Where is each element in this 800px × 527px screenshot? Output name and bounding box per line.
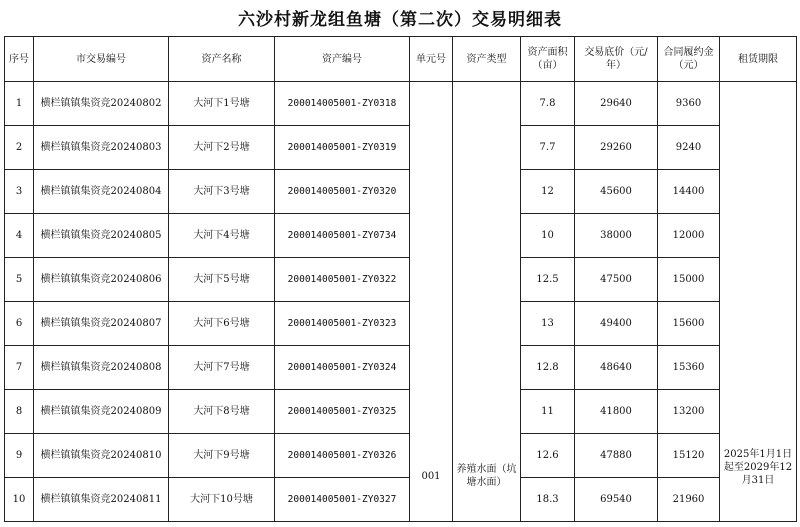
cell-asset-code: 200014005001-ZY0326	[275, 434, 410, 478]
cell-trade-no: 横栏镇镇集资竞20240802	[34, 82, 169, 126]
cell-area: 7.7	[521, 126, 575, 170]
table-row	[5, 390, 797, 434]
cell-contract-price: 12000	[658, 214, 720, 258]
cell-seq: 4	[5, 214, 34, 258]
cell-trade-no: 横栏镇镇集资竞20240809	[34, 390, 169, 434]
table-row	[5, 214, 797, 258]
cell-seq: 1	[5, 82, 34, 126]
cell-base-price: 29260	[575, 126, 658, 170]
cell-asset-name: 大河下8号塘	[169, 390, 275, 434]
cell-area: 7.8	[521, 82, 575, 126]
cell-trade-no: 横栏镇镇集资竞20240811	[34, 478, 169, 522]
cell-seq: 6	[5, 302, 34, 346]
table-row	[5, 346, 797, 390]
table-row	[5, 434, 797, 478]
cell-contract-price: 13200	[658, 390, 720, 434]
table-row	[5, 126, 797, 170]
cell-area: 13	[521, 302, 575, 346]
header-area: 资产面积（亩）	[521, 37, 575, 82]
cell-asset-code: 200014005001-ZY0324	[275, 346, 410, 390]
header-base-price: 交易底价（元/年）	[575, 37, 658, 82]
table-row	[5, 82, 797, 126]
cell-base-price: 47880	[575, 434, 658, 478]
cell-area: 12	[521, 170, 575, 214]
cell-asset-name: 大河下10号塘	[169, 478, 275, 522]
header-unit-no: 单元号	[410, 37, 453, 82]
cell-seq: 9	[5, 434, 34, 478]
cell-asset-code: 200014005001-ZY0323	[275, 302, 410, 346]
cell-base-price: 45600	[575, 170, 658, 214]
header-asset-code: 资产编号	[275, 37, 410, 82]
cell-seq: 3	[5, 170, 34, 214]
cell-asset-name: 大河下9号塘	[169, 434, 275, 478]
cell-contract-price: 15600	[658, 302, 720, 346]
cell-unit-no: 001	[410, 82, 453, 522]
document-title: 六沙村新龙组鱼塘（第二次）交易明细表	[238, 10, 562, 30]
header-row	[5, 37, 797, 82]
header-contract-price: 合同履约金（元）	[658, 37, 720, 82]
cell-asset-code: 200014005001-ZY0319	[275, 126, 410, 170]
header-lease-term: 租赁期限	[720, 37, 797, 82]
cell-asset-code: 200014005001-ZY0734	[275, 214, 410, 258]
header-asset-name: 资产名称	[169, 37, 275, 82]
cell-trade-no: 横栏镇镇集资竞20240808	[34, 346, 169, 390]
cell-contract-price: 15120	[658, 434, 720, 478]
table-row	[5, 302, 797, 346]
cell-area: 18.3	[521, 478, 575, 522]
cell-base-price: 48640	[575, 346, 658, 390]
cell-asset-name: 大河下5号塘	[169, 258, 275, 302]
cell-base-price: 49400	[575, 302, 658, 346]
header-seq: 序号	[5, 37, 34, 82]
cell-contract-price: 21960	[658, 478, 720, 522]
cell-area: 12.6	[521, 434, 575, 478]
cell-contract-price: 14400	[658, 170, 720, 214]
cell-asset-code: 200014005001-ZY0320	[275, 170, 410, 214]
cell-trade-no: 横栏镇镇集资竞20240805	[34, 214, 169, 258]
cell-asset-type: 养殖水面（坑塘水面）	[453, 82, 521, 522]
table-row	[5, 478, 797, 522]
cell-asset-code: 200014005001-ZY0327	[275, 478, 410, 522]
header-asset-type: 资产类型	[453, 37, 521, 82]
cell-seq: 10	[5, 478, 34, 522]
cell-contract-price: 9360	[658, 82, 720, 126]
cell-asset-name: 大河下4号塘	[169, 214, 275, 258]
cell-base-price: 41800	[575, 390, 658, 434]
cell-asset-name: 大河下1号塘	[169, 82, 275, 126]
cell-seq: 8	[5, 390, 34, 434]
cell-area: 12.5	[521, 258, 575, 302]
cell-contract-price: 15360	[658, 346, 720, 390]
cell-asset-name: 大河下7号塘	[169, 346, 275, 390]
cell-asset-code: 200014005001-ZY0325	[275, 390, 410, 434]
cell-base-price: 29640	[575, 82, 658, 126]
cell-area: 11	[521, 390, 575, 434]
cell-area: 12.8	[521, 346, 575, 390]
cell-trade-no: 横栏镇镇集资竞20240803	[34, 126, 169, 170]
cell-area: 10	[521, 214, 575, 258]
cell-seq: 7	[5, 346, 34, 390]
cell-asset-code: 200014005001-ZY0322	[275, 258, 410, 302]
cell-trade-no: 横栏镇镇集资竞20240810	[34, 434, 169, 478]
cell-seq: 5	[5, 258, 34, 302]
cell-asset-name: 大河下3号塘	[169, 170, 275, 214]
cell-trade-no: 横栏镇镇集资竞20240807	[34, 302, 169, 346]
cell-base-price: 47500	[575, 258, 658, 302]
table-row	[5, 170, 797, 214]
cell-asset-name: 大河下6号塘	[169, 302, 275, 346]
cell-base-price: 69540	[575, 478, 658, 522]
cell-asset-name: 大河下2号塘	[169, 126, 275, 170]
header-trade-no: 市交易编号	[34, 37, 169, 82]
cell-contract-price: 15000	[658, 258, 720, 302]
cell-contract-price: 9240	[658, 126, 720, 170]
cell-asset-code: 200014005001-ZY0318	[275, 82, 410, 126]
transaction-table	[4, 36, 797, 522]
table-row	[5, 258, 797, 302]
cell-base-price: 38000	[575, 214, 658, 258]
cell-lease-term: 2025年1月1日起至2029年12月31日	[720, 82, 797, 522]
cell-trade-no: 横栏镇镇集资竞20240804	[34, 170, 169, 214]
cell-seq: 2	[5, 126, 34, 170]
cell-trade-no: 横栏镇镇集资竞20240806	[34, 258, 169, 302]
